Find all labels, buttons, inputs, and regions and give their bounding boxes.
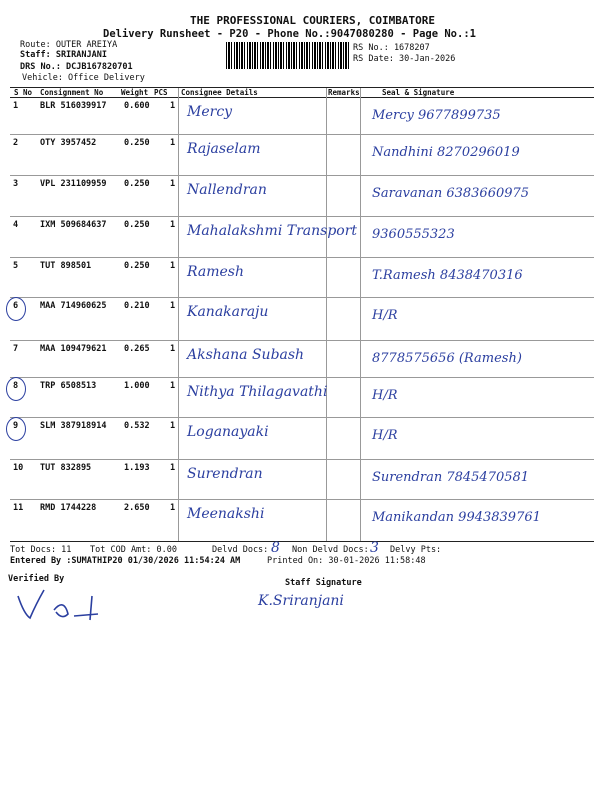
row-divider bbox=[10, 459, 594, 460]
staff-signature-label: Staff Signature bbox=[285, 578, 362, 588]
row-pieces: 1 bbox=[170, 301, 176, 311]
entered-by: Entered By :SUMATHIP20 01/30/2026 11:54:24 AM bbox=[10, 556, 241, 566]
row-divider bbox=[10, 134, 594, 135]
row-seal-signature-handwritten: 9360555323 bbox=[372, 227, 455, 242]
row-consignee-handwritten: Loganayaki bbox=[187, 424, 269, 440]
total-docs: Tot Docs: 11 bbox=[10, 545, 72, 555]
row-seal-signature-handwritten: H/R bbox=[372, 388, 398, 403]
row-seal-signature-handwritten: Mercy 9677899735 bbox=[372, 108, 501, 123]
row-consignee-handwritten: Mercy bbox=[187, 104, 233, 120]
row-serial-number: 7 bbox=[13, 344, 19, 354]
row-serial-number: 8 bbox=[13, 381, 19, 391]
vehicle-label: Vehicle: Office Delivery bbox=[22, 73, 145, 83]
col-divider-consignee bbox=[178, 88, 179, 541]
barcode-image bbox=[226, 42, 350, 69]
row-weight: 0.265 bbox=[124, 344, 150, 354]
col-header-consignment: Consignment No bbox=[40, 88, 104, 97]
row-circle-mark bbox=[6, 377, 26, 401]
col-header-seal: Seal & Signature bbox=[382, 88, 455, 97]
row-pieces: 1 bbox=[170, 220, 176, 230]
row-serial-number: 11 bbox=[13, 503, 24, 513]
row-weight: 1.193 bbox=[124, 463, 150, 473]
total-cod: Tot COD Amt: 0.00 bbox=[90, 545, 177, 555]
verified-by-label: Verified By bbox=[8, 574, 65, 584]
row-weight: 0.210 bbox=[124, 301, 150, 311]
row-divider bbox=[10, 340, 594, 341]
staff-label: Staff: SRIRANJANI bbox=[20, 50, 107, 60]
row-weight: 0.250 bbox=[124, 138, 150, 148]
row-pieces: 1 bbox=[170, 381, 176, 391]
row-serial-number: 10 bbox=[13, 463, 24, 473]
row-pieces: 1 bbox=[170, 101, 176, 111]
row-pieces: 1 bbox=[170, 261, 176, 271]
row-pieces: 1 bbox=[170, 179, 176, 189]
non-delivered-docs-label: Non Delvd Docs: bbox=[292, 545, 369, 555]
row-divider bbox=[10, 499, 594, 500]
row-serial-number: 4 bbox=[13, 220, 19, 230]
row-pieces: 1 bbox=[170, 503, 176, 513]
row-pieces: 1 bbox=[170, 344, 176, 354]
col-header-pcs: PCS bbox=[154, 88, 168, 97]
rs-number: RS No.: 1678207 bbox=[353, 43, 430, 53]
row-consignment-number: BLR 516039917 bbox=[40, 101, 107, 111]
delivery-points-label: Delvy Pts: bbox=[390, 545, 442, 555]
drs-number: DRS No.: DCJB167820701 bbox=[20, 62, 133, 72]
row-seal-signature-handwritten: Manikandan 9943839761 bbox=[372, 510, 541, 525]
runsheet-title: Delivery Runsheet - P20 - Phone No.:9047080280 - Page No.:1 bbox=[103, 28, 476, 40]
row-seal-signature-handwritten: Saravanan 6383660975 bbox=[372, 186, 530, 201]
row-consignment-number: TUT 832895 bbox=[40, 463, 92, 473]
row-weight: 0.600 bbox=[124, 101, 150, 111]
row-consignment-number: TRP 6508513 bbox=[40, 381, 97, 391]
row-seal-signature-handwritten: H/R bbox=[372, 428, 398, 443]
col-header-weight: Weight bbox=[121, 88, 149, 97]
col-divider-remarks bbox=[326, 88, 327, 541]
rs-date: RS Date: 30-Jan-2026 bbox=[353, 54, 456, 64]
row-divider bbox=[10, 175, 594, 176]
row-consignee-handwritten: Nithya Thilagavathi bbox=[187, 384, 328, 400]
delivered-docs-label: Delvd Docs: bbox=[212, 545, 269, 555]
row-consignment-number: RMD 1744228 bbox=[40, 503, 97, 513]
delivered-docs-value: 8 bbox=[271, 540, 280, 556]
row-weight: 1.000 bbox=[124, 381, 150, 391]
printed-on: Printed On: 30-01-2026 11:58:48 bbox=[267, 556, 426, 566]
row-serial-number: 6 bbox=[13, 301, 19, 311]
table-bottom-rule bbox=[10, 541, 594, 542]
row-divider bbox=[10, 257, 594, 258]
row-pieces: 1 bbox=[170, 463, 176, 473]
row-consignee-handwritten: Akshana Subash bbox=[187, 347, 305, 363]
row-weight: 0.532 bbox=[124, 421, 150, 431]
verifier-signature bbox=[14, 586, 114, 624]
table-header-rule bbox=[10, 97, 594, 98]
row-serial-number: 3 bbox=[13, 179, 19, 189]
row-consignee-handwritten: Meenakshi bbox=[187, 506, 265, 522]
row-consignment-number: IXM 509684637 bbox=[40, 220, 107, 230]
row-serial-number: 2 bbox=[13, 138, 19, 148]
row-serial-number: 1 bbox=[13, 101, 19, 111]
row-seal-signature-handwritten: Nandhini 8270296019 bbox=[372, 145, 520, 160]
row-serial-number: 9 bbox=[13, 421, 19, 431]
company-name: THE PROFESSIONAL COURIERS, COIMBATORE bbox=[190, 14, 436, 27]
non-delivered-docs-value: 3 bbox=[370, 540, 379, 556]
row-seal-signature-handwritten: H/R bbox=[372, 308, 398, 323]
row-weight: 0.250 bbox=[124, 220, 150, 230]
row-seal-signature-handwritten: Surendran 7845470581 bbox=[372, 470, 530, 485]
row-circle-mark bbox=[6, 297, 26, 321]
row-consignee-handwritten: Surendran bbox=[187, 466, 263, 482]
row-consignee-handwritten: Mahalakshmi Transport bbox=[187, 223, 358, 239]
row-pieces: 1 bbox=[170, 138, 176, 148]
row-consignment-number: MAA 714960625 bbox=[40, 301, 107, 311]
route-label: Route: OUTER AREIYA bbox=[20, 40, 118, 50]
col-header-remarks: Remarks bbox=[328, 88, 360, 97]
row-serial-number: 5 bbox=[13, 261, 19, 271]
row-seal-signature-handwritten: T.Ramesh 8438470316 bbox=[372, 268, 523, 283]
row-consignee-handwritten: Nallendran bbox=[187, 182, 267, 198]
row-consignee-handwritten: Ramesh bbox=[187, 264, 244, 280]
row-consignment-number: MAA 109479621 bbox=[40, 344, 107, 354]
row-consignment-number: SLM 387918914 bbox=[40, 421, 107, 431]
row-consignment-number: TUT 898501 bbox=[40, 261, 92, 271]
row-consignee-handwritten: Rajaselam bbox=[187, 141, 261, 157]
row-divider bbox=[10, 377, 594, 378]
col-divider-seal bbox=[360, 88, 361, 541]
row-consignment-number: VPL 231109959 bbox=[40, 179, 107, 189]
row-divider bbox=[10, 417, 594, 418]
col-header-consignee: Consignee Details bbox=[181, 88, 258, 97]
row-weight: 0.250 bbox=[124, 179, 150, 189]
row-weight: 2.650 bbox=[124, 503, 150, 513]
staff-signature-handwritten: K.Sriranjani bbox=[258, 593, 344, 609]
row-divider bbox=[10, 297, 594, 298]
row-consignee-handwritten: Kanakaraju bbox=[187, 304, 269, 320]
row-seal-signature-handwritten: 8778575656 (Ramesh) bbox=[372, 351, 522, 366]
row-circle-mark bbox=[6, 417, 26, 441]
row-pieces: 1 bbox=[170, 421, 176, 431]
col-header-sno: S No bbox=[14, 88, 33, 97]
row-consignment-number: OTY 3957452 bbox=[40, 138, 97, 148]
row-divider bbox=[10, 216, 594, 217]
row-weight: 0.250 bbox=[124, 261, 150, 271]
